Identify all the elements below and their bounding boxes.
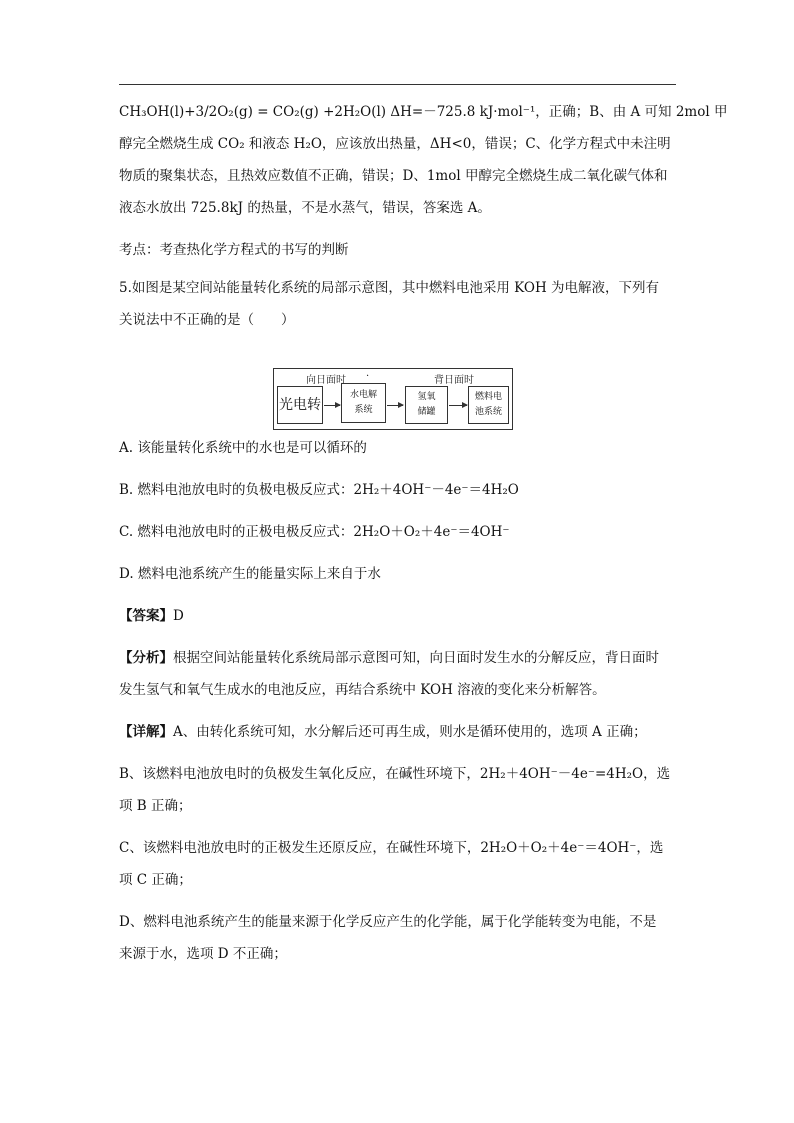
header-rule [119, 84, 676, 85]
option-a: A. 该能量转化系统中的水也是可以循环的 [119, 440, 367, 456]
text-line: 醇完全燃烧生成 CO₂ 和液态 H₂O，应该放出热量，ΔH<0，错误；C、化学方程式中未注明 [119, 136, 671, 152]
option-c: C. 燃料电池放电时的正极电极反应式：2H₂O＋O₂＋4e⁻＝4OH⁻ [119, 524, 510, 540]
box-label: 系统 [354, 405, 373, 415]
fuel-cell-box [468, 386, 509, 424]
detail-tag: 【详解】 [119, 724, 173, 740]
box-label: 水电解 [349, 390, 377, 400]
detail-line: 项 B 正确； [119, 798, 192, 814]
option-d: D. 燃料电池系统产生的能量实际上来自于水 [119, 566, 381, 582]
detail-line: B、该燃料电池放电时的负极发生氧化反应，在碱性环境下，2H₂＋4OH⁻－4e⁻=4H₂O，选 [119, 766, 671, 782]
text-line: 液态水放出 725.8kJ 的热量，不是水蒸气，错误，答案选 A。 [119, 200, 491, 216]
box-label: 氢氧 [417, 392, 436, 402]
arrow-2 [387, 405, 403, 406]
label-sun-side: 向日面时 [306, 375, 346, 386]
arrow-3 [449, 405, 467, 406]
box-label: 光电转 [279, 396, 321, 413]
analysis-line [119, 642, 679, 674]
detail-line: D、燃料电池系统产生的能量来源于化学反应产生的化学能，属于化学能转变为电能，不是 [119, 914, 657, 930]
answer-value: D [173, 608, 184, 624]
photoelectric-box [277, 386, 323, 424]
electrolysis-box [341, 383, 386, 423]
analysis-text: 根据空间站能量转化系统局部示意图可知，向日面时发生水的分解反应，背日面时 [173, 650, 659, 666]
detail-line: 项 C 正确； [119, 872, 192, 888]
kaodian-line: 考点：考查热化学方程式的书写的判断 [119, 242, 349, 258]
text-line: CH₃OH(l)+3/2O₂(g) = CO₂(g) +2H₂O(l) ΔH=－725.8 kJ·mol⁻¹，正确；B、由 A 可知 2mol 甲 [119, 104, 728, 120]
box-label: 储罐 [417, 407, 436, 417]
page-content [119, 96, 728, 970]
box-label: 燃料电 [474, 392, 502, 402]
detail-line [119, 716, 679, 748]
analysis-line: 发生氢气和氧气生成水的电池反应，再结合系统中 KOH 溶液的变化来分析解答。 [119, 682, 606, 698]
h2-o2-tank-box [405, 386, 448, 424]
answer-tag: 【答案】 [119, 608, 173, 624]
box-label: 池系统 [474, 407, 502, 417]
text-line: 物质的聚集状态，且热效应数值不正确，错误；D、1mol 甲醇完全燃烧生成二氧化碳气体和 [119, 168, 668, 184]
arrow-1 [324, 405, 340, 406]
detail-line: 来源于水，选项 D 不正确； [119, 946, 287, 962]
question-stem: 关说法中不正确的是（ ） [119, 312, 295, 328]
detail-line: C、该燃料电池放电时的正极发生还原反应，在碱性环境下，2H₂O＋O₂＋4e⁻＝4OH⁻，选 [119, 840, 664, 856]
question-stem: 5.如图是某空间站能量转化系统的局部示意图，其中燃料电池采用 KOH 为电解液，下列有 [119, 280, 660, 296]
label-shade-side: 背日面时 [434, 375, 474, 386]
detail-text: A、由转化系统可知，水分解后还可再生成，则水是循环使用的，选项 A 正确； [173, 724, 647, 740]
energy-system-diagram [273, 368, 513, 430]
label-dot: · [366, 371, 370, 382]
option-b: B. 燃料电池放电时的负极电极反应式：2H₂＋4OH⁻－4e⁻＝4H₂O [119, 482, 519, 498]
analysis-tag: 【分析】 [119, 650, 173, 666]
answer-line [119, 600, 679, 632]
